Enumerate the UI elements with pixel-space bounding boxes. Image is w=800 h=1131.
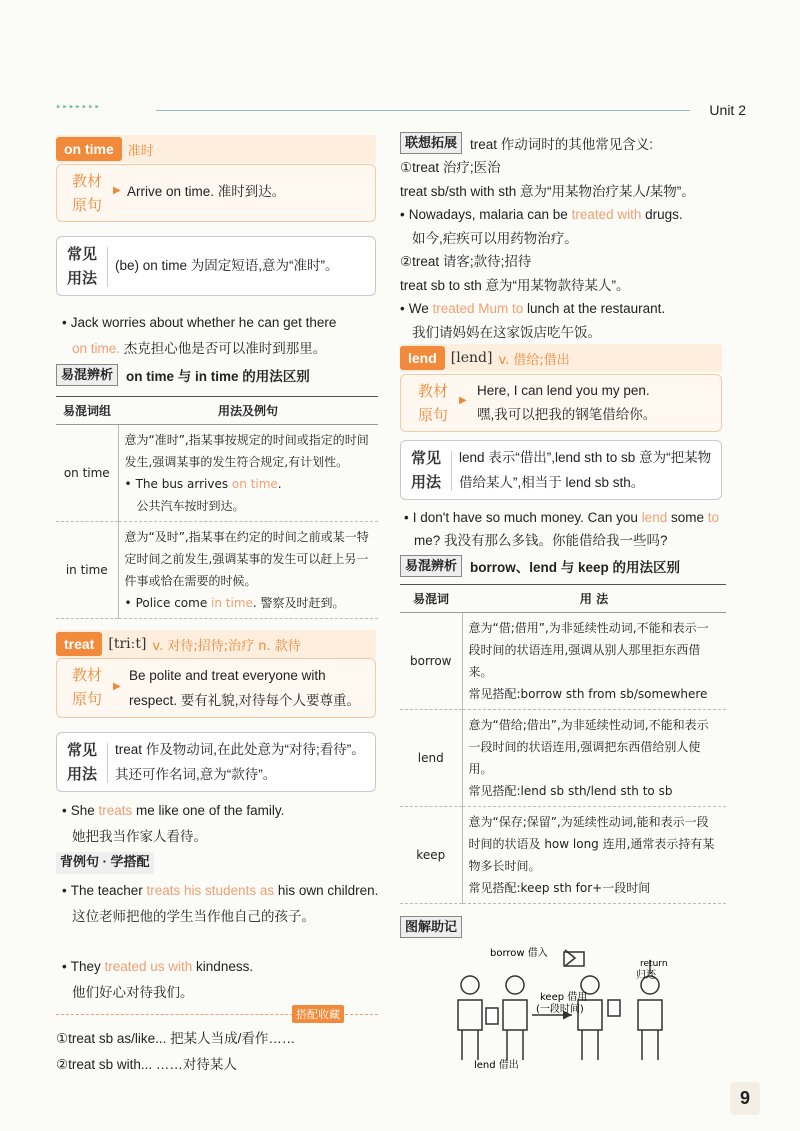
page-number: 9 (730, 1082, 760, 1115)
illust-return-zh: 归还 (636, 970, 656, 981)
treat-example-2: • The teacher treats his students as his own children. 这位老师把他的学生当作他自己的孩子。 (62, 878, 380, 930)
header-rule (156, 110, 690, 111)
treat-example-1: • She treats me like one of the family. 她把我当作家人看待。 (62, 798, 380, 850)
phonetic: [triːt] (108, 636, 147, 652)
lend-compare-head: 易混辨析 borrow、lend 与 keep 的用法区别 (400, 555, 680, 577)
on-time-compare-head (56, 364, 310, 386)
treat-textbook-box: 教材 原句 ▶ Be polite and treat everyone with respect. 要有礼貌,对待每个人要尊重。 (56, 658, 376, 718)
unit-label: Unit 2 (709, 102, 746, 118)
textbook-sentence: Arrive on time. 准时到达。 (127, 184, 286, 199)
illust-lend-label: lend 借出 (474, 1060, 519, 1070)
table-row: lend 意为“借给;借出”,为非延续性动词,不能和表示一段时间的状语连用,强调把东西借给别人使用。 常见搭配:lend sb sth/lend sth to sb (400, 710, 726, 807)
word-tag-on-time: on time (56, 137, 122, 161)
extend-content: ①treat 治疗;医治 treat sb/sth with sth 意为“用某物治疗某人/某物”。 • Nowadays, malaria can be treated with drugs. 如今,疟疾可以用药物治疗。 ②treat 请客;款待;招待 treat sb to sth 意为“用某物款待某人”。 • We treated Mum to lunch at the restaurant. 我们请妈妈在这家饭店吃午饭。 (400, 156, 730, 344)
compare-tag: 易混辨析 (56, 364, 118, 386)
collocation-list: ①treat sb as/like... 把某人当成/看作…… ②treat sb with... ……对待某人 (56, 1031, 296, 1072)
word-meaning: v. 对待;招待;治疗 n. 款待 (152, 638, 301, 654)
on-time-compare-table: 易混词组 用法及例句 on time 意为“准时”,指某事按规定的时间或指定的时间发生,强调某事的发生符合规定,有计划性。 • The bus arrives on time. 公共汽车按时到达。 in time 意为“及时”,指某事在约定的时间之前或某一特定时间之前发生,强调某事的发生可以赶上另一件事或恰在需要的时候。 • Police come in time. 警察及时赶到。 (56, 396, 378, 619)
collect-tag: 搭配收藏 (292, 1005, 344, 1023)
textbook-label-2: 原句 (71, 196, 102, 214)
arrow-icon: ▶ (459, 395, 467, 406)
arrow-icon: ▶ (113, 185, 121, 196)
illust-head: 图解助记 (400, 916, 462, 938)
usage-text: (be) on time 为固定短语,意为“准时”。 (115, 258, 339, 273)
illust-borrow-label: borrow 借入 (490, 948, 548, 959)
compare-title: on time 与 in time 的用法区别 (126, 369, 310, 384)
treat-usage-box: 常见 用法 treat 作及物动词,在此处意为“对待;看待”。其还可作名词,意为“款待”。 (56, 732, 376, 792)
word-tag-treat: treat (56, 632, 102, 656)
borrow-lend-illustration (440, 940, 700, 1070)
textbook-label-1: 教材 (71, 172, 102, 190)
illust-return-en: return (640, 959, 668, 969)
lend-usage-box: 常见 用法 lend 表示“借出”,lend sth to sb 意为“把某物借给某人”,相当于 lend sb sth。 (400, 440, 722, 500)
arrow-icon: ▶ (113, 681, 121, 692)
on-time-textbook-box (56, 164, 376, 222)
treat-sub-head: 背例句 · 学搭配 (56, 852, 154, 874)
illust-keep-2: (一段时间) (536, 1004, 584, 1015)
word-meaning: v. 借给;借出 (498, 352, 570, 368)
lend-textbook-box: 教材 原句 ▶ Here, I can lend you my pen. 嘿,我可以把我的钢笔借给你。 (400, 374, 722, 432)
illust-keep-1: keep 借用 (540, 992, 588, 1003)
lend-compare-table: 易混词 用 法 borrow 意为“借;借用”,为非延续性动词,不能和表示一段时间的状语连用,强调从别人那里拒东西借来。 常见搭配:borrow sth from sb/somewhere lend 意为“借给;借出”,为非延续性动词,不能和表示一段时间的状语连用,强调把东西借给别人使用。 常见搭配:lend sb sth/lend sth to sb keep 意为“保存;保留”,为延续性动词,能和表示一段时间的状语及 how long 连用,通常表示持有某物多长时间。 常见搭配:keep sth for+一段时间 (400, 584, 726, 904)
table-row: on time 意为“准时”,指某事按规定的时间或指定的时间发生,强调某事的发生符合规定,有计划性。 • The bus arrives on time. 公共汽车按时到达。 (56, 425, 378, 522)
usage-label-1: 常见 (67, 245, 98, 263)
table-row: borrow 意为“借;借用”,为非延续性动词,不能和表示一段时间的状语连用,强调从别人那里拒东西借来。 常见搭配:borrow sth from sb/somewhere (400, 613, 726, 710)
treat-example-3: • They treated us with kindness. 他们好心对待我们。 (62, 954, 380, 1006)
treat-head (56, 630, 301, 658)
phonetic: [lend] (450, 350, 493, 366)
header-dots: ▸▸▸▸▸▸▸ (56, 102, 101, 112)
word-meaning: 准时 (127, 143, 154, 159)
lend-example: • I don't have so much money. Can you lend some to me? 我没有那么多钱。你能借给我一些吗? (404, 506, 730, 552)
table-row: in time 意为“及时”,指某事在约定的时间之前或某一特定时间之前发生,强调某事的发生可以赶上另一件事或恰在需要的时候。 • Police come in time. 警察及时赶到。 (56, 522, 378, 619)
on-time-example: • Jack worries about whether he can get there on time. 杰克担心他是否可以准时到那里。 (62, 310, 380, 362)
on-time-head (56, 135, 154, 163)
table-row: keep 意为“保存;保留”,为延续性动词,能和表示一段时间的状语及 how long 连用,通常表示持有某物多长时间。 常见搭配:keep sth for+一段时间 (400, 807, 726, 904)
usage-label-2: 用法 (67, 269, 98, 287)
on-time-usage-box (56, 236, 376, 296)
extend-head: 联想拓展 treat 作动词时的其他常见含义: (400, 132, 653, 154)
page-header (56, 100, 746, 120)
word-tag-lend: lend (400, 346, 445, 370)
lend-head (400, 344, 570, 372)
